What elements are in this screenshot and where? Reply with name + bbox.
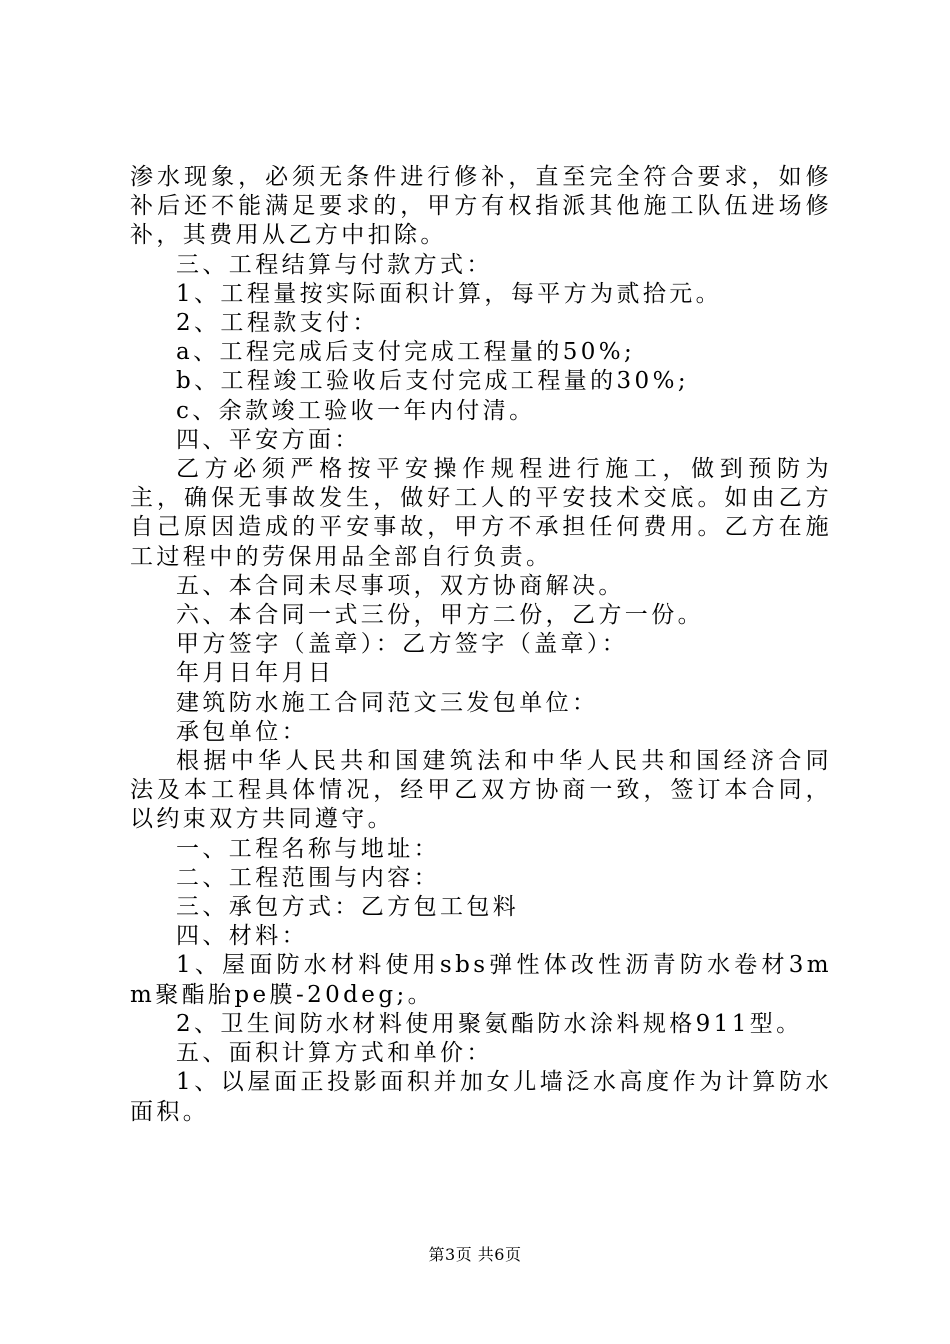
paragraph-2: 三、工程结算与付款方式： <box>176 251 493 278</box>
page-number-footer: 第3页 共6页 <box>428 1245 522 1264</box>
paragraph-23: 五、面积计算方式和单价： <box>176 1040 493 1067</box>
paragraph-5: a、工程完成后支付完成工程量的50%; <box>176 339 636 366</box>
paragraph-20: 四、材料： <box>176 923 308 950</box>
paragraph-19: 三、承包方式：乙方包工包料 <box>176 894 520 921</box>
paragraph-8: 四、平安方面： <box>176 426 361 453</box>
paragraph-22: 2、卫生间防水材料使用聚氨酯防水涂料规格911型。 <box>176 1010 803 1037</box>
paragraph-24: 1、以屋面正投影面积并加女儿墙泛水高度作为计算防水面积。 <box>130 1069 832 1125</box>
paragraph-3: 1、工程量按实际面积计算，每平方为贰拾元。 <box>176 280 723 307</box>
paragraph-9: 乙方必须严格按平安操作规程进行施工，做到预防为主，确保无事故发生，做好工人的平安技术交底。如由乙方自己原因造成的平安事故，甲方不承担任何费用。乙方在施工过程中的劳保用品全部自行负责。 <box>130 456 832 570</box>
paragraph-1: 渗水现象，必须无条件进行修补，直至完全符合要求，如修补后还不能满足要求的，甲方有权指派其他施工队伍进场修补，其费用从乙方中扣除。 <box>130 164 832 249</box>
paragraph-21: 1、屋面防水材料使用sbs弹性体改性沥青防水卷材3mm聚酯胎pe膜-20deg;。 <box>130 952 832 1008</box>
paragraph-4: 2、工程款支付： <box>176 310 379 337</box>
paragraph-12: 甲方签字（盖章）：乙方签字（盖章）： <box>176 631 629 658</box>
paragraph-15: 承包单位： <box>176 718 308 745</box>
paragraph-6: b、工程竣工验收后支付完成工程量的30%; <box>176 368 689 395</box>
paragraph-14: 建筑防水施工合同范文三发包单位： <box>176 689 599 716</box>
paragraph-16: 根据中华人民共和国建筑法和中华人民共和国经济合同法及本工程具体情况，经甲乙双方协商一致，签订本合同，以约束双方共同遵守。 <box>130 748 832 833</box>
document-body <box>130 163 832 1127</box>
paragraph-17: 一、工程名称与地址： <box>176 835 440 862</box>
paragraph-18: 二、工程范围与内容： <box>176 864 440 891</box>
paragraph-13: 年月日年月日 <box>176 660 335 687</box>
paragraph-11: 六、本合同一式三份，甲方二份，乙方一份。 <box>176 602 704 629</box>
paragraph-7: c、余款竣工验收一年内付清。 <box>176 397 536 424</box>
paragraph-10: 五、本合同未尽事项，双方协商解决。 <box>176 572 625 599</box>
